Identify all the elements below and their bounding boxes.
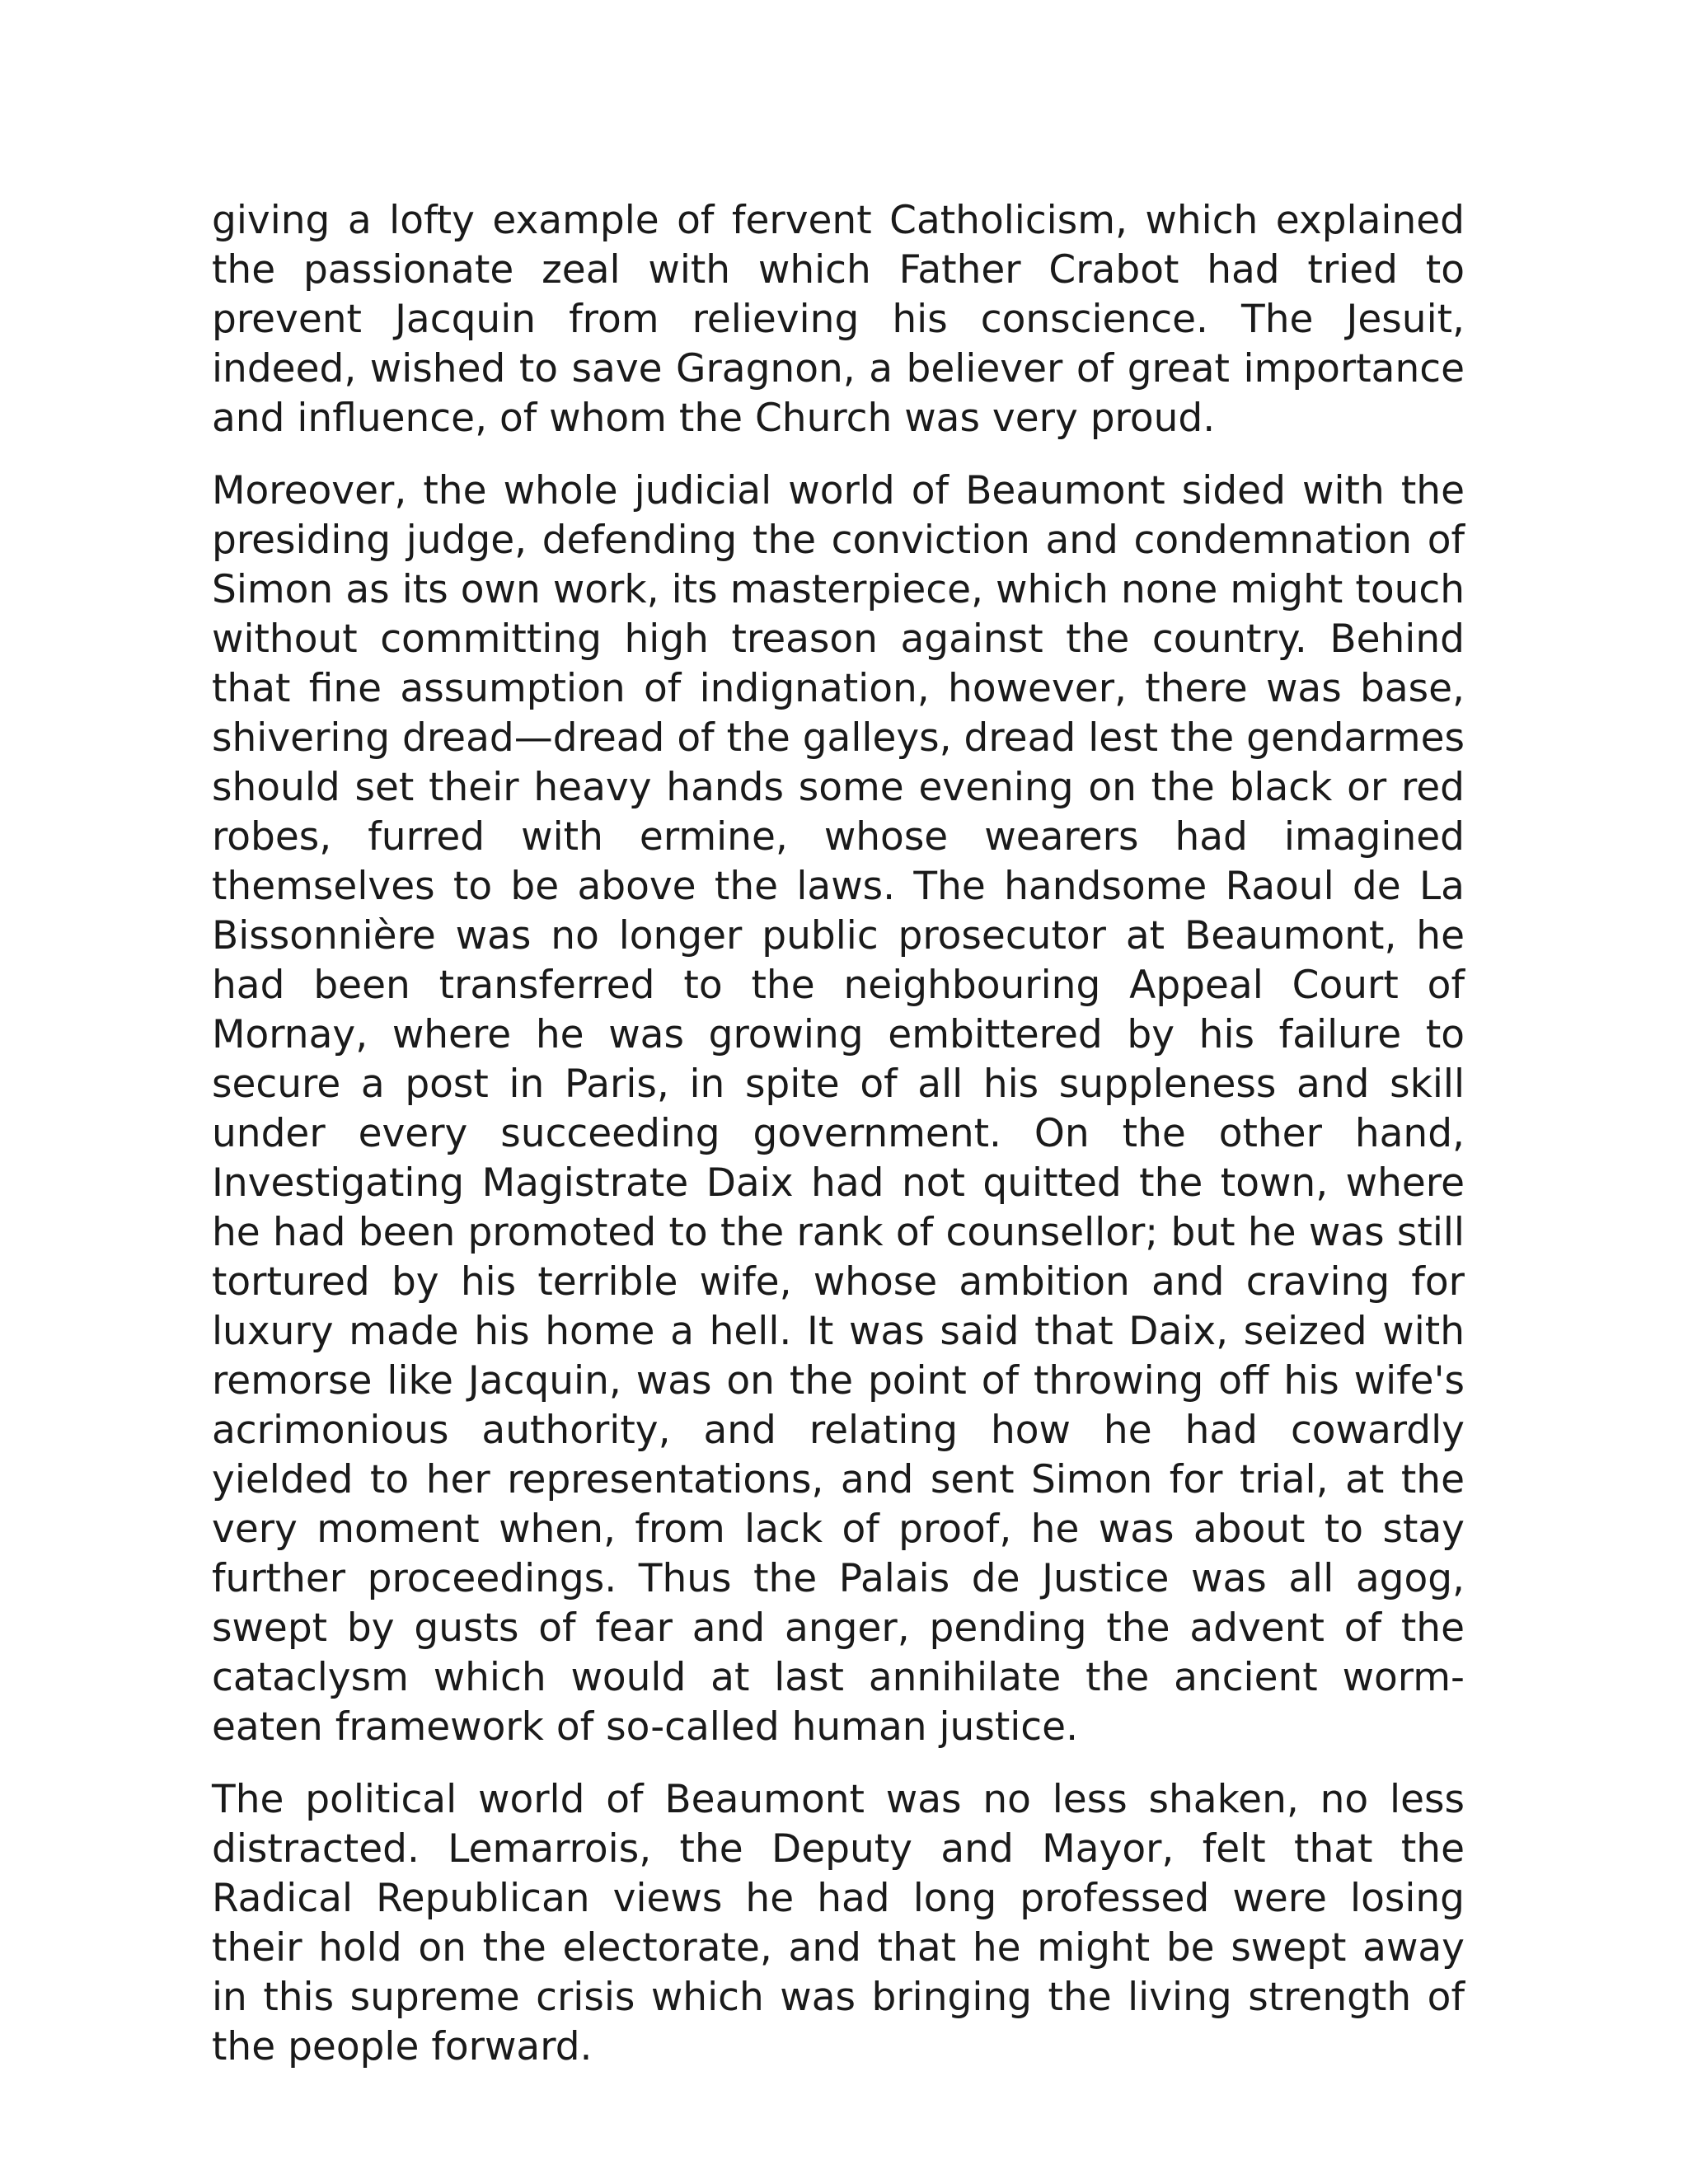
page-text (212, 196, 1465, 2095)
paragraph-3: The political world of Beaumont was no less shaken, no less distracted. Lemarrois, the Deputy and Mayor, felt that the Radical Republican views he had long professed were losing their hold on the electorate, and that he might be swept away in this supreme crisis which was bringing the living strength of the people forward. (212, 1777, 1465, 2069)
paragraph-2: Moreover, the whole judicial world of Beaumont sided with the presiding judge, defending the conviction and condemnation of Simon as its own work, its masterpiece, which none might touch without committing high treason against the country. Behind that fine assumption of indignation, however, there was base, shivering dread—dread of the galleys, dread lest the gendarmes should set their heavy hands some evening on the black or red robes, furred with ermine, whose wearers had imagined themselves to be above the laws. The handsome Raoul de La Bissonnière was no longer public prosecutor at Beaumont, he had been transferred to the neighbouring Appeal Court of Mornay, where he was growing embittered by his failure to secure a post in Paris, in spite of all his suppleness and skill under every succeeding government. On the other hand, Investigating Magistrate Daix had not quitted the town, where he had been promoted to the rank of counsellor; but he was still tortured by his terrible wife, whose ambition and craving for luxury made his home a hell. It was said that Daix, seized with remorse like Jacquin, was on the point of throwing off his wife's acrimonious authority, and relating how he had cowardly yielded to her representations, and sent Simon for trial, at the very moment when, from lack of proof, he was about to stay further proceedings. Thus the Palais de Justice was all agog, swept by gusts of fear and anger, pending the advent of the cataclysm which would at last annihilate the ancient worm-eaten framework of so-called human justice. (212, 468, 1465, 1750)
paragraph-1: giving a lofty example of fervent Catholicism, which explained the passionate zeal with which Father Crabot had tried to prevent Jacquin from relieving his conscience. The Jesuit, indeed, wished to save Gragnon, a believer of great importance and influence, of whom the Church was very proud. (212, 198, 1465, 441)
